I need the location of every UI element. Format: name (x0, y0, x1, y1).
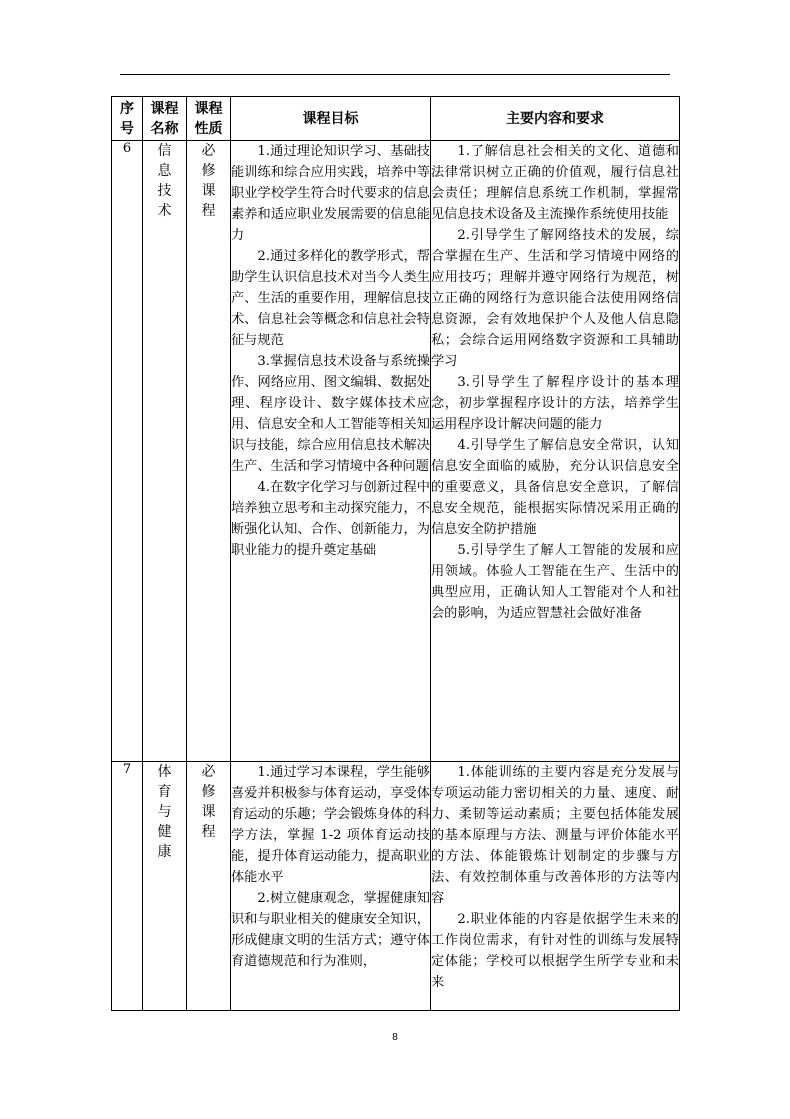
content-requirements-cell (431, 141, 680, 762)
header-rule (120, 74, 670, 75)
table-header-row (112, 97, 680, 141)
course-name-cell (143, 762, 187, 1011)
goal-item: 2.树立健康观念，掌握健康知识和与职业相关的健康安全知识，形成健康文明的生活方式；遵守体育道德规范和行为准则， (231, 891, 430, 969)
header-course-nature: 课程性质 (187, 97, 231, 141)
content-requirements-cell (431, 762, 680, 1011)
course-nature: 必修课程 (201, 143, 216, 219)
content-item: 1.体能训练的主要内容是充分发展与专项运动能力密切相关的力量、速度、耐力、柔韧等运动素质；主要包括体能发展的基本原理与方法、测量与评价体能水平的方法、体能锻炼计划制定的步骤与方法、有效控制体重与改善体形的方法等内容 (431, 765, 679, 906)
table-row (112, 762, 680, 1011)
goal-item: 1.通过理论知识学习、基础技能训练和综合应用实践，培养中等职业学校学生符合时代要求的信息素养和适应职业发展需要的信息能力 (231, 144, 430, 243)
course-goals-cell (231, 762, 431, 1011)
course-name-cell (143, 141, 187, 762)
content-item: 3.引导学生了解程序设计的基本理念，初步掌握程序设计的方法，培养学生运用程序设计解决问题的能力 (431, 375, 679, 432)
content-item: 1.了解信息社会相关的文化、道德和法律常识树立正确的价值观，履行信息社会责任；理解信息系统工作机制，掌握常见信息技术设备及主流操作系统使用技能 (431, 144, 679, 222)
header-course-goals: 课程目标 (231, 97, 431, 141)
page-number: 8 (392, 1032, 398, 1043)
table-row (112, 141, 680, 762)
course-goals-cell (231, 141, 431, 762)
course-table (111, 96, 680, 1011)
row-index: 7 (112, 762, 143, 1011)
content-item: 5.引导学生了解人工智能的发展和应用领域。体验人工智能在生产、生活中的典型应用，正确认知人工智能对个人和社会的影响，为适应智慧社会做好准备 (431, 543, 679, 621)
goal-item: 4.在数字化学习与创新过程中培养独立思考和主动探究能力，不断强化认知、合作、创新能力，为职业能力的提升奠定基础 (231, 480, 430, 558)
course-nature: 必修课程 (201, 764, 216, 840)
course-nature-cell (187, 141, 231, 762)
course-name: 信息技术 (157, 143, 172, 219)
header-course-name: 课程名称 (143, 97, 187, 141)
goal-item: 2.通过多样化的教学形式，帮助学生认识信息技术对当今人类生产、生活的重要作用，理解信息技术、信息社会等概念和信息社会特征与规范 (231, 249, 430, 348)
course-name: 体育与健康 (157, 764, 172, 860)
content-item: 4.引导学生了解信息安全常识，认知信息安全面临的威胁，充分认识信息安全的重要意义，具备信息安全意识，了解信息安全规范，能根据实际情况采用正确的信息安全防护措施 (431, 438, 679, 537)
goal-item: 3.掌握信息技术设备与系统操作、网络应用、图文编辑、数据处理、程序设计、数字媒体技术应用、信息安全和人工智能等相关知识与技能，综合应用信息技术解决生产、生活和学习情境中各种问题 (231, 354, 430, 474)
content-item: 2.引导学生了解网络技术的发展，综合掌握在生产、生活和学习情境中网络的应用技巧；理解并遵守网络行为规范，树立正确的网络行为意识能合法使用网络信息资源，会有效地保护个人及他人信息隐私；会综合运用网络数字资源和工具辅助学习 (431, 228, 679, 369)
content-item: 2.职业体能的内容是依据学生未来的工作岗位需求，有针对性的训练与发展特定体能；学校可以根据学生所学专业和未来 (431, 912, 679, 990)
header-content-requirements: 主要内容和要求 (431, 97, 680, 141)
goal-item: 1.通过学习本课程，学生能够喜爱并积极参与体育运动，享受体育运动的乐趣；学会锻炼身体的科学方法，掌握 1-2 项体育运动技能，提升体育运动能力，提高职业体能水平 (231, 765, 430, 885)
header-index: 序号 (112, 97, 143, 141)
course-nature-cell (187, 762, 231, 1011)
row-index: 6 (112, 141, 143, 762)
